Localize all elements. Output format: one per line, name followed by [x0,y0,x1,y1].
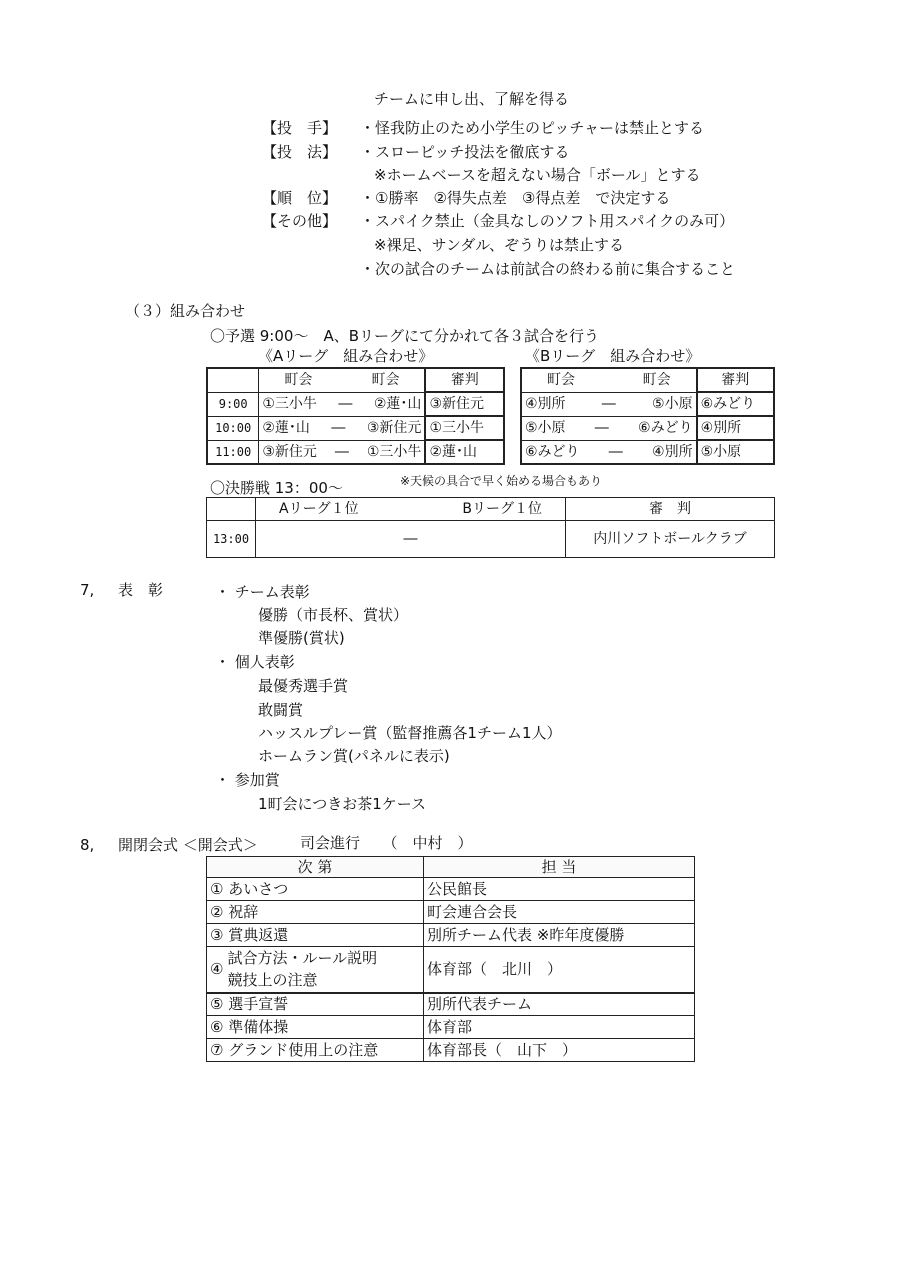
final-header-row [207,498,775,521]
league-b-table [520,367,775,465]
league-a-referee-header: 審判 [425,368,504,392]
league-a-row [207,440,504,464]
match-pair [521,440,697,464]
ceremony-row [207,924,695,947]
league-a-town-header [259,368,426,392]
item-text: 競技上の注意 [227,971,318,990]
referee-team: ①三小牛 [425,416,504,440]
referee-team: ⑤小原 [697,440,774,464]
home-team: ①三小牛 [262,396,317,412]
town-col-label: 町会 [547,372,575,389]
pitch-method-label: 【投 法】 [262,143,338,161]
home-team: ⑤小原 [525,420,566,436]
award-item: 準優勝(賞状) [258,629,345,647]
league-b-row [521,392,774,416]
ceremony-number: 8, [80,836,95,854]
match-pair [259,392,426,416]
match-pair [521,416,697,440]
league-a-table [206,367,505,465]
item-text: 試合方法・ルール説明 [227,949,378,968]
home-team: ③新住元 [262,443,317,460]
spike-rule: ・スパイク禁止（金具なしのソフト用スパイクのみ可） [360,212,735,230]
ceremony-table [206,856,695,1062]
pitcher-rule: ・怪我防止のため小学生のピッチャーは禁止とする [360,119,704,137]
match-pair [259,440,426,464]
award-item: 優勝（市長杯、賞状） [258,606,409,624]
awards-number: 7, [80,581,95,599]
league-a-time-header [207,368,259,392]
pitcher-label: 【投 手】 [262,119,338,137]
final-dash: ― [256,521,566,558]
item-number: ④ [210,959,224,978]
final-col-a: Aリーグ１位 [279,501,359,517]
league-b-referee-header: 審判 [697,368,774,392]
item-text: 賞典返還 [228,925,289,944]
item-text: グランド使用上の注意 [228,1040,379,1059]
item-number: ② [210,902,224,921]
item-number: ① [210,879,224,898]
home-team: ⑥みどり [525,443,580,460]
rule-continuation: チームに申し出、了解を得る [374,90,570,108]
town-col-label: 町会 [284,372,313,389]
assembly-rule: ・次の試合のチームは前試合の終わる前に集合すること [360,260,736,278]
order-col-header: 次 第 [207,857,424,878]
league-b-header-row [521,368,774,392]
award-item: 敢闘賞 [258,701,304,719]
final-label: 〇決勝戦 13：00～ [210,479,343,497]
item-text: 選手宣誓 [228,994,289,1013]
award-item: ホームラン賞(パネルに表示) [258,747,450,765]
item-number: ⑥ [210,1017,224,1036]
individual-awards-heading: ・ 個人表彰 [215,653,295,671]
ranking-label: 【順 位】 [262,189,338,207]
referee-team: ③新住元 [425,392,504,416]
league-b-title: 《Bリーグ 組み合わせ》 [525,347,701,365]
home-team: ②蓮･山 [262,420,310,436]
ceremony-charge: 体育部 [424,1016,695,1039]
match-pair [521,392,697,416]
ceremony-item [207,993,424,1016]
final-row [207,521,775,558]
league-b-row [521,416,774,440]
league-b-row [521,440,774,464]
ceremony-mc: 司会進行 （ 中村 ） [300,834,473,852]
match-time: 10:00 [207,416,259,440]
away-team: ①三小牛 [366,443,422,460]
ceremony-title: 開閉会式 ＜開会式＞ [118,836,258,854]
pitch-method-note: ※ホームベースを超えない場合「ボール」とする [374,166,701,184]
away-team: ⑤小原 [652,396,693,412]
ceremony-charge: 体育部（ 北川 ） [424,947,695,993]
item-number: ⑦ [210,1040,224,1059]
ceremony-header-row [207,857,695,878]
final-teams-header [256,498,566,521]
item-number: ⑤ [210,994,224,1013]
ceremony-charge: 町会連合会長 [424,901,695,924]
vs-dash: ― [594,420,609,436]
team-awards-heading: ・ チーム表彰 [215,583,310,601]
away-team: ④別所 [652,443,693,460]
ceremony-item [207,878,424,901]
award-item: 1町会につきお茶1ケース [258,795,427,813]
ceremony-row [207,947,695,993]
ceremony-row [207,1039,695,1062]
final-referee: 内川ソフトボールクラブ [566,521,775,558]
ceremony-row [207,1016,695,1039]
home-team: ④別所 [525,396,566,412]
vs-dash: ― [338,396,353,412]
ceremony-row [207,878,695,901]
ceremony-item [207,901,424,924]
ceremony-row [207,901,695,924]
town-col-label: 町会 [642,372,671,389]
ceremony-charge: 公民館長 [424,878,695,901]
participation-heading: ・ 参加賞 [215,771,280,789]
away-team: ②蓮･山 [373,396,422,412]
ceremony-item [207,1039,424,1062]
item-text: 準備体操 [228,1017,289,1036]
vs-dash: ― [334,443,349,460]
award-item: 最優秀選手賞 [258,677,349,695]
match-time: 11:00 [207,440,259,464]
ceremony-charge: 別所チーム代表 ※昨年度優勝 [424,924,695,947]
referee-team: ④別所 [697,416,774,440]
match-time: 9:00 [207,392,259,416]
final-referee-header: 審 判 [566,498,775,521]
item-text: 祝辞 [228,902,259,921]
final-col-b: Bリーグ１位 [462,501,542,517]
charge-col-header: 担 当 [424,857,695,878]
award-item: ハッスルプレー賞（監督推薦各1チーム1人） [258,724,562,742]
vs-dash: ― [608,443,623,460]
final-table [206,497,775,558]
town-col-label: 町会 [371,372,400,389]
item-text: あいさつ [228,879,289,898]
league-a-row [207,392,504,416]
league-a-title: 《Aリーグ 組み合わせ》 [258,347,434,365]
final-time-header [207,498,256,521]
ceremony-charge: 体育部長（ 山下 ） [424,1039,695,1062]
final-time: 13:00 [207,521,256,558]
referee-team: ②蓮･山 [425,440,504,464]
vs-dash: ― [601,396,616,412]
referee-team: ⑥みどり [697,392,774,416]
weather-note: ※天候の具合で早く始める場合もあり [400,474,603,488]
ceremony-item [207,1016,424,1039]
league-a-row [207,416,504,440]
barefoot-note: ※裸足、サンダル、ぞうりは禁止する [374,236,625,254]
ceremony-item [207,924,424,947]
vs-dash: ― [331,420,346,436]
ranking-rule: ・①勝率 ②得失点差 ③得点差 で決定する [360,189,671,207]
awards-title: 表 彰 [118,581,164,599]
away-team: ⑥みどり [638,420,693,436]
ceremony-row [207,993,695,1016]
item-number: ③ [210,925,224,944]
league-b-town-header [521,368,697,392]
match-pair [259,416,426,440]
other-label: 【その他】 [262,212,338,230]
ceremony-charge: 別所代表チーム [424,993,695,1016]
away-team: ③新住元 [366,420,422,436]
league-a-header-row [207,368,504,392]
pitch-method-rule: ・スローピッチ投法を徹底する [360,143,570,161]
matchups-heading: （３）組み合わせ [125,302,246,320]
prelim-description: 〇予選 9:00～ A、Bリーグにて分かれて各３試合を行う [210,327,600,345]
ceremony-item [207,947,424,993]
